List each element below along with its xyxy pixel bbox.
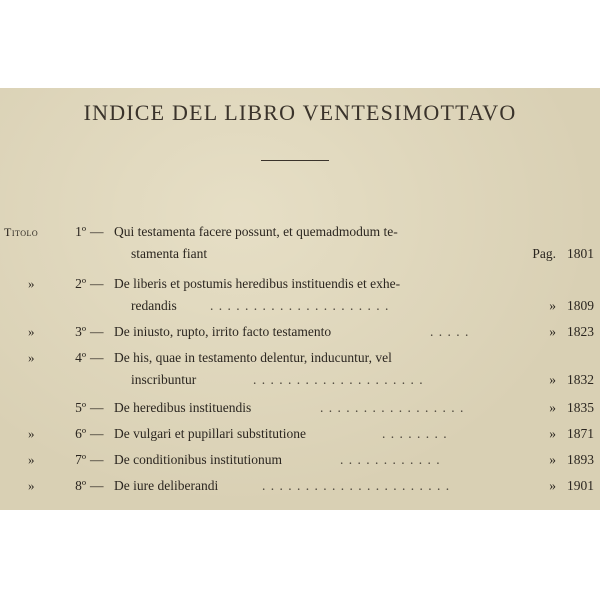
entry-number: 6º (75, 426, 86, 441)
entry-lead: » (28, 350, 35, 365)
entry-line (0, 276, 600, 296)
page-prefix: » (549, 372, 556, 387)
page-prefix: » (549, 400, 556, 415)
entry-dash: — (90, 276, 104, 291)
page-number: 1835 (567, 400, 594, 415)
entry-line (0, 478, 600, 498)
entry-title: De liberis et postumis heredibus instituendis et exhe- (114, 276, 401, 291)
page-prefix: » (549, 324, 556, 339)
dot-leader: . . . . . (430, 324, 470, 339)
entry-title: Qui testamenta facere possunt, et quemadmodum te- (114, 224, 398, 239)
entry-lead: » (28, 452, 35, 467)
entry-line (0, 224, 600, 244)
page-prefix: » (549, 452, 556, 467)
entry-lead: » (28, 478, 35, 493)
entry-dash: — (90, 224, 104, 239)
entry-lead: » (28, 426, 35, 441)
page-number: 1809 (567, 298, 594, 313)
entry-number: 3º (75, 324, 86, 339)
entry-number: 8º (75, 478, 86, 493)
entry-title: De vulgari et pupillari substitutione (114, 426, 306, 441)
entry-title-continued: stamenta fiant (131, 246, 208, 261)
page-number: 1823 (567, 324, 594, 339)
entry-line (0, 452, 600, 472)
page-number: 1893 (567, 452, 594, 467)
page-prefix: » (549, 426, 556, 441)
entry-title: De iniusto, rupto, irrito facto testamento (114, 324, 332, 339)
page-prefix: » (549, 478, 556, 493)
entry-title-continued: inscribuntur (131, 372, 197, 387)
index-entries (0, 88, 600, 510)
entry-lead: Titolo (4, 225, 39, 239)
entry-number: 4º (75, 350, 86, 365)
dot-leader: . . . . . . . . . . . . . . . . . (320, 400, 465, 415)
entry-lead: » (28, 324, 35, 339)
entry-title: De iure deliberandi (114, 478, 219, 493)
entry-line (0, 350, 600, 370)
page-prefix: » (549, 298, 556, 313)
entry-title: De his, quae in testamento delentur, inducuntur, vel (114, 350, 392, 365)
entry-line (0, 426, 600, 446)
dot-leader: . . . . . . . . . . . . . . . . . . . . . (210, 298, 390, 313)
page-number: 1871 (567, 426, 594, 441)
entry-lead: » (28, 276, 35, 291)
dot-leader: . . . . . . . . . . . . (340, 452, 441, 467)
entry-title: De conditionibus institutionum (114, 452, 282, 467)
entry-dash: — (90, 400, 104, 415)
entry-line (0, 400, 600, 420)
page-number: 1901 (567, 478, 594, 493)
entry-line (0, 324, 600, 344)
entry-dash: — (90, 350, 104, 365)
entry-dash: — (90, 426, 104, 441)
entry-title: De heredibus instituendis (114, 400, 252, 415)
entry-line-continued (0, 298, 600, 318)
entry-number: 5º (75, 400, 86, 415)
page-prefix: Pag. (532, 246, 556, 261)
entry-line-continued (0, 246, 600, 266)
entry-line-continued (0, 372, 600, 392)
page-number: 1832 (567, 372, 594, 387)
index-title: INDICE DEL LIBRO VENTESIMOTTAVO (83, 100, 517, 125)
entry-dash: — (90, 324, 104, 339)
entry-number: 7º (75, 452, 86, 467)
entry-number: 2º (75, 276, 86, 291)
entry-number: 1º (75, 224, 86, 239)
page-number: 1801 (567, 246, 594, 261)
entry-title-continued: redandis (131, 298, 177, 313)
dot-leader: . . . . . . . . . . . . . . . . . . . . . . (262, 478, 451, 493)
dot-leader: . . . . . . . . . . . . . . . . . . . . (253, 372, 424, 387)
entry-dash: — (90, 478, 104, 493)
entry-dash: — (90, 452, 104, 467)
document-page (0, 88, 600, 510)
dot-leader: . . . . . . . . (382, 426, 448, 441)
